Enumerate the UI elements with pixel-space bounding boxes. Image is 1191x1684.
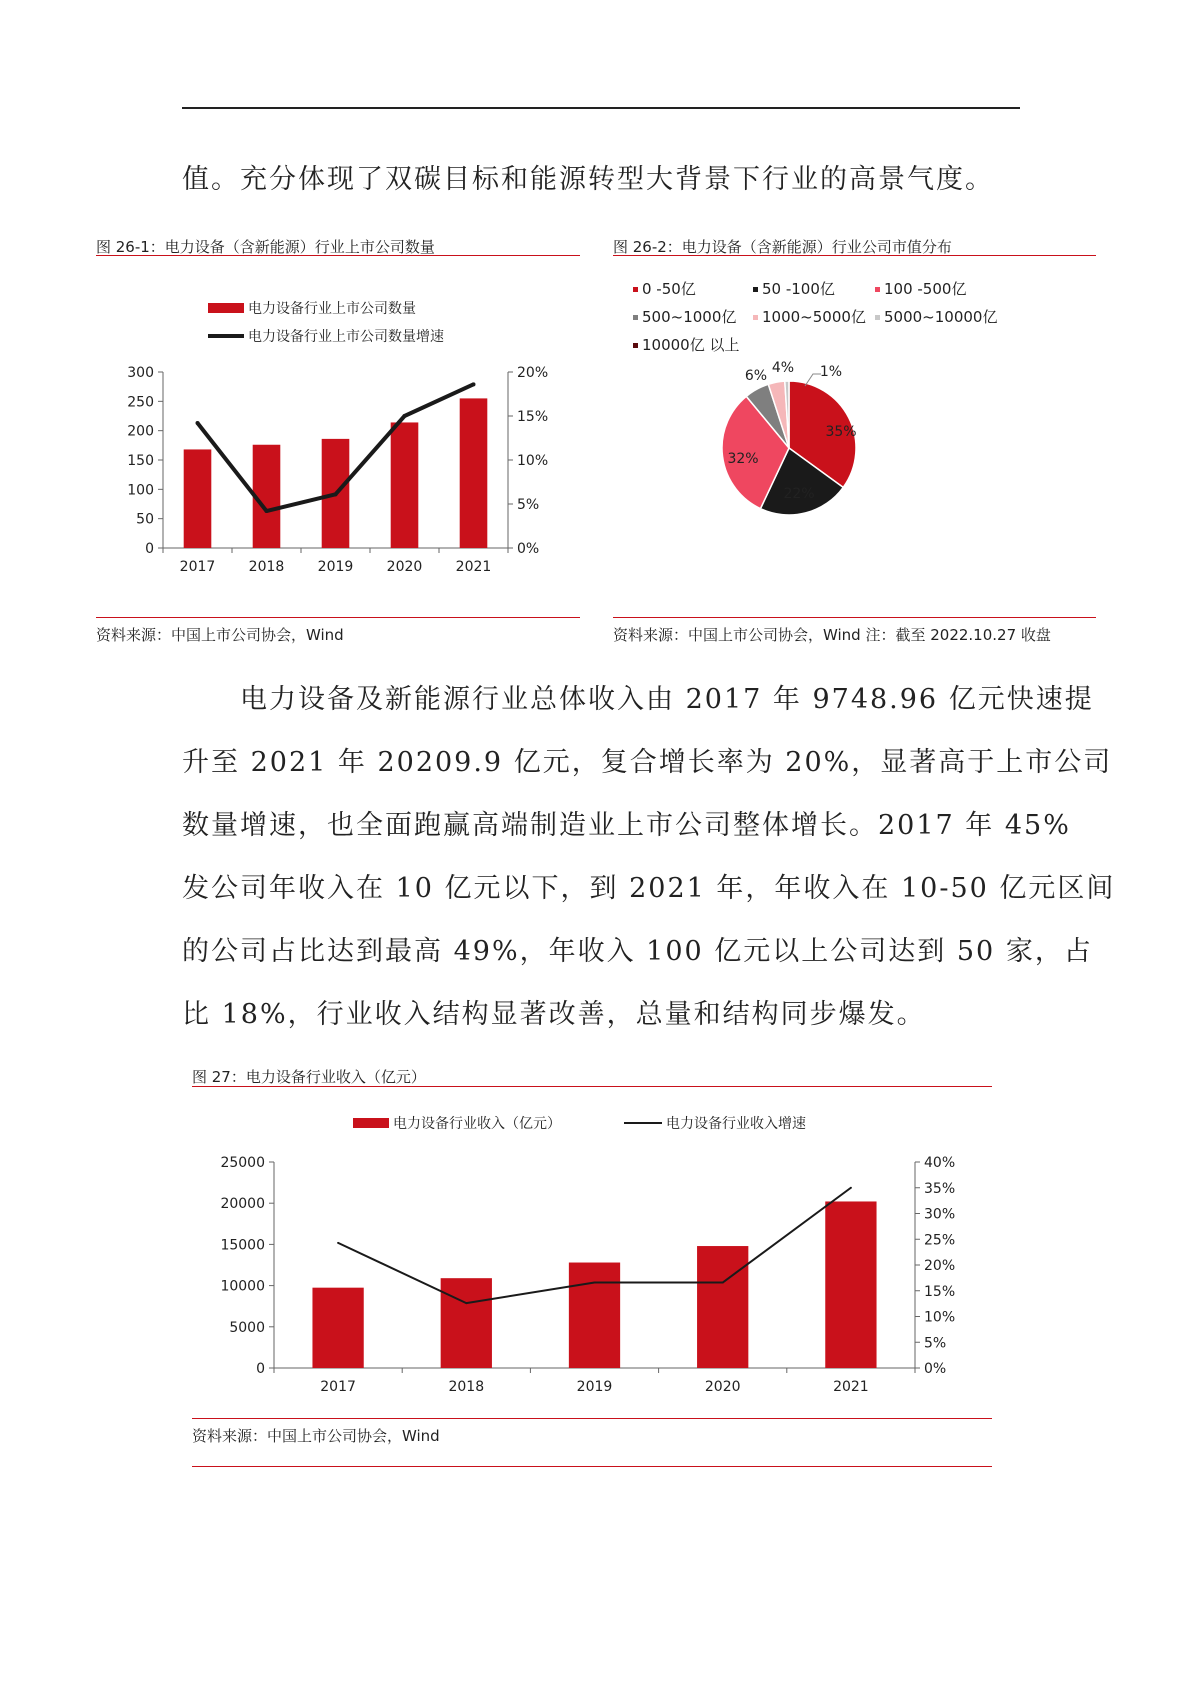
right-axis-tick-label: 5% [517, 497, 540, 513]
right-axis-tick-label: 15% [924, 1283, 956, 1300]
right-axis-tick-label: 30% [924, 1206, 956, 1223]
left-axis-tick-label: 0 [145, 541, 154, 557]
growth-point-2021 [472, 382, 476, 386]
paragraph-line-6: 比 18%，行业收入结构显著改善，总量和结构同步爆发。 [182, 999, 926, 1030]
legend-label-bars: 电力设备行业上市公司数量 [248, 301, 416, 317]
x-tick-label: 2017 [179, 559, 216, 575]
x-tick-label: 2021 [833, 1379, 869, 1395]
x-tick-label: 2019 [317, 559, 354, 575]
paragraph-line-1: 电力设备及新能源行业总体收入由 2017 年 9748.96 亿元快速提 [240, 684, 1094, 715]
pie-label: 35% [825, 424, 857, 440]
growth-point-2020 [403, 414, 407, 418]
legend-swatch [753, 287, 758, 292]
left-axis-tick-label: 250 [127, 394, 154, 411]
bar-2020 [391, 422, 419, 548]
bar-2021 [460, 398, 488, 548]
right-axis-tick-label: 10% [517, 453, 549, 469]
left-axis-tick-label: 20000 [220, 1196, 265, 1213]
bar-2017 [312, 1288, 363, 1368]
left-axis-tick-label: 0 [256, 1361, 265, 1377]
growth-point-2021 [850, 1187, 852, 1189]
left-axis-tick-label: 50 [136, 511, 154, 528]
left-axis-tick-label: 150 [127, 453, 154, 469]
right-axis-tick-label: 0% [517, 541, 540, 557]
x-tick-label: 2021 [455, 559, 492, 575]
figure-27-title: 图 27：电力设备行业收入（亿元） [192, 1068, 426, 1086]
left-axis-tick-label: 10000 [220, 1278, 265, 1295]
growth-point-2019 [334, 492, 338, 496]
figure-27-bottom-rule [192, 1418, 992, 1419]
pie-label: 1% [819, 364, 843, 380]
legend-label-bars: 电力设备行业收入（亿元） [393, 1116, 561, 1132]
legend-label: 100 -500亿 [884, 280, 967, 298]
pie-label: 6% [744, 368, 768, 384]
legend-label: 1000~5000亿 [762, 308, 866, 326]
left-axis-tick-label: 300 [127, 365, 154, 381]
paragraph-line-5: 的公司占比达到最高 49%，年收入 100 亿元以上公司达到 50 家，占 [182, 936, 1093, 967]
figure-26-2-title: 图 26-2：电力设备（含新能源）行业公司市值分布 [613, 238, 952, 256]
growth-point-2019 [594, 1282, 596, 1284]
legend-label-line: 电力设备行业收入增速 [666, 1116, 806, 1132]
x-tick-label: 2017 [320, 1379, 356, 1395]
legend-label: 10000亿 以上 [642, 336, 740, 354]
right-axis-tick-label: 25% [924, 1232, 956, 1249]
paragraph-continuation: 值。充分体现了双碳目标和能源转型大背景下行业的高景气度。 [182, 164, 994, 195]
right-axis-tick-label: 5% [924, 1335, 947, 1352]
legend-label: 5000~10000亿 [884, 308, 998, 326]
left-axis-tick-label: 15000 [220, 1237, 265, 1254]
legend-swatch-bars [208, 303, 244, 313]
paragraph-line-2: 升至 2021 年 20209.9 亿元，复合增长率为 20%，显著高于上市公司 [182, 747, 1113, 778]
figure-26-2-source: 资料来源：中国上市公司协会，Wind 注：截至 2022.10.27 收盘 [613, 626, 1051, 644]
paragraph-line-3: 数量增速，也全面跑赢高端制造业上市公司整体增长。2017 年 45% [182, 810, 1071, 841]
figure-27-end-rule [192, 1466, 992, 1467]
right-axis-tick-label: 20% [924, 1258, 956, 1274]
figure-26-1-top-rule [96, 255, 580, 256]
figure-26-2-bottom-rule [613, 617, 1096, 618]
x-tick-label: 2018 [448, 1379, 485, 1395]
paragraph-line-4: 发公司年收入在 10 亿元以下，到 2021 年，年收入在 10-50 亿元区间 [182, 873, 1116, 904]
x-tick-label: 2020 [704, 1379, 741, 1395]
legend-swatch [875, 315, 880, 320]
legend-label: 50 -100亿 [762, 280, 835, 298]
pie-label: 32% [727, 451, 759, 467]
figure-26-1-bottom-rule [96, 617, 580, 618]
left-axis-tick-label: 5000 [229, 1319, 265, 1336]
right-axis-tick-label: 15% [517, 409, 549, 425]
figure-27-source: 资料来源：中国上市公司协会，Wind [192, 1427, 440, 1445]
growth-point-2017 [337, 1242, 339, 1244]
figure-26-1-source: 资料来源：中国上市公司协会，Wind [96, 626, 344, 644]
legend-label: 500~1000亿 [642, 308, 737, 326]
legend-label: 0 -50亿 [642, 280, 696, 298]
legend-label-line: 电力设备行业上市公司数量增速 [248, 329, 444, 345]
bar-2020 [697, 1246, 748, 1368]
x-tick-label: 2020 [386, 559, 423, 575]
left-axis-tick-label: 100 [127, 482, 154, 499]
figure-26-1-chart [96, 262, 580, 610]
growth-point-2018 [465, 1302, 467, 1304]
bar-2018 [441, 1278, 492, 1368]
right-axis-tick-label: 0% [924, 1361, 947, 1377]
left-axis-tick-label: 25000 [220, 1155, 265, 1171]
legend-swatch [875, 287, 880, 292]
growth-point-2017 [196, 421, 200, 425]
x-tick-label: 2018 [248, 559, 285, 575]
growth-point-2020 [722, 1282, 724, 1284]
bar-2021 [825, 1201, 876, 1368]
figure-26-1-title: 图 26-1：电力设备（含新能源）行业上市公司数量 [96, 238, 435, 256]
pie-label: 22% [783, 486, 815, 502]
right-axis-tick-label: 40% [924, 1155, 956, 1171]
growth-point-2018 [265, 509, 269, 513]
figure-27-top-rule [192, 1086, 992, 1087]
legend-swatch [633, 287, 638, 292]
right-axis-tick-label: 10% [924, 1309, 956, 1326]
figure-26-2-top-rule [613, 255, 1096, 256]
legend-swatch [633, 343, 638, 348]
figure-26-2-chart [613, 262, 1096, 610]
pie-label: 4% [771, 360, 795, 376]
legend-swatch-bars [353, 1118, 389, 1128]
figure-27-chart [192, 1092, 992, 1414]
x-tick-label: 2019 [576, 1379, 613, 1395]
header-rule [182, 107, 1020, 109]
bar-2019 [569, 1263, 620, 1368]
left-axis-tick-label: 200 [127, 423, 154, 440]
bar-2017 [184, 449, 212, 548]
right-axis-tick-label: 35% [924, 1180, 956, 1197]
legend-swatch [753, 315, 758, 320]
right-axis-tick-label: 20% [517, 365, 549, 381]
legend-swatch [633, 315, 638, 320]
